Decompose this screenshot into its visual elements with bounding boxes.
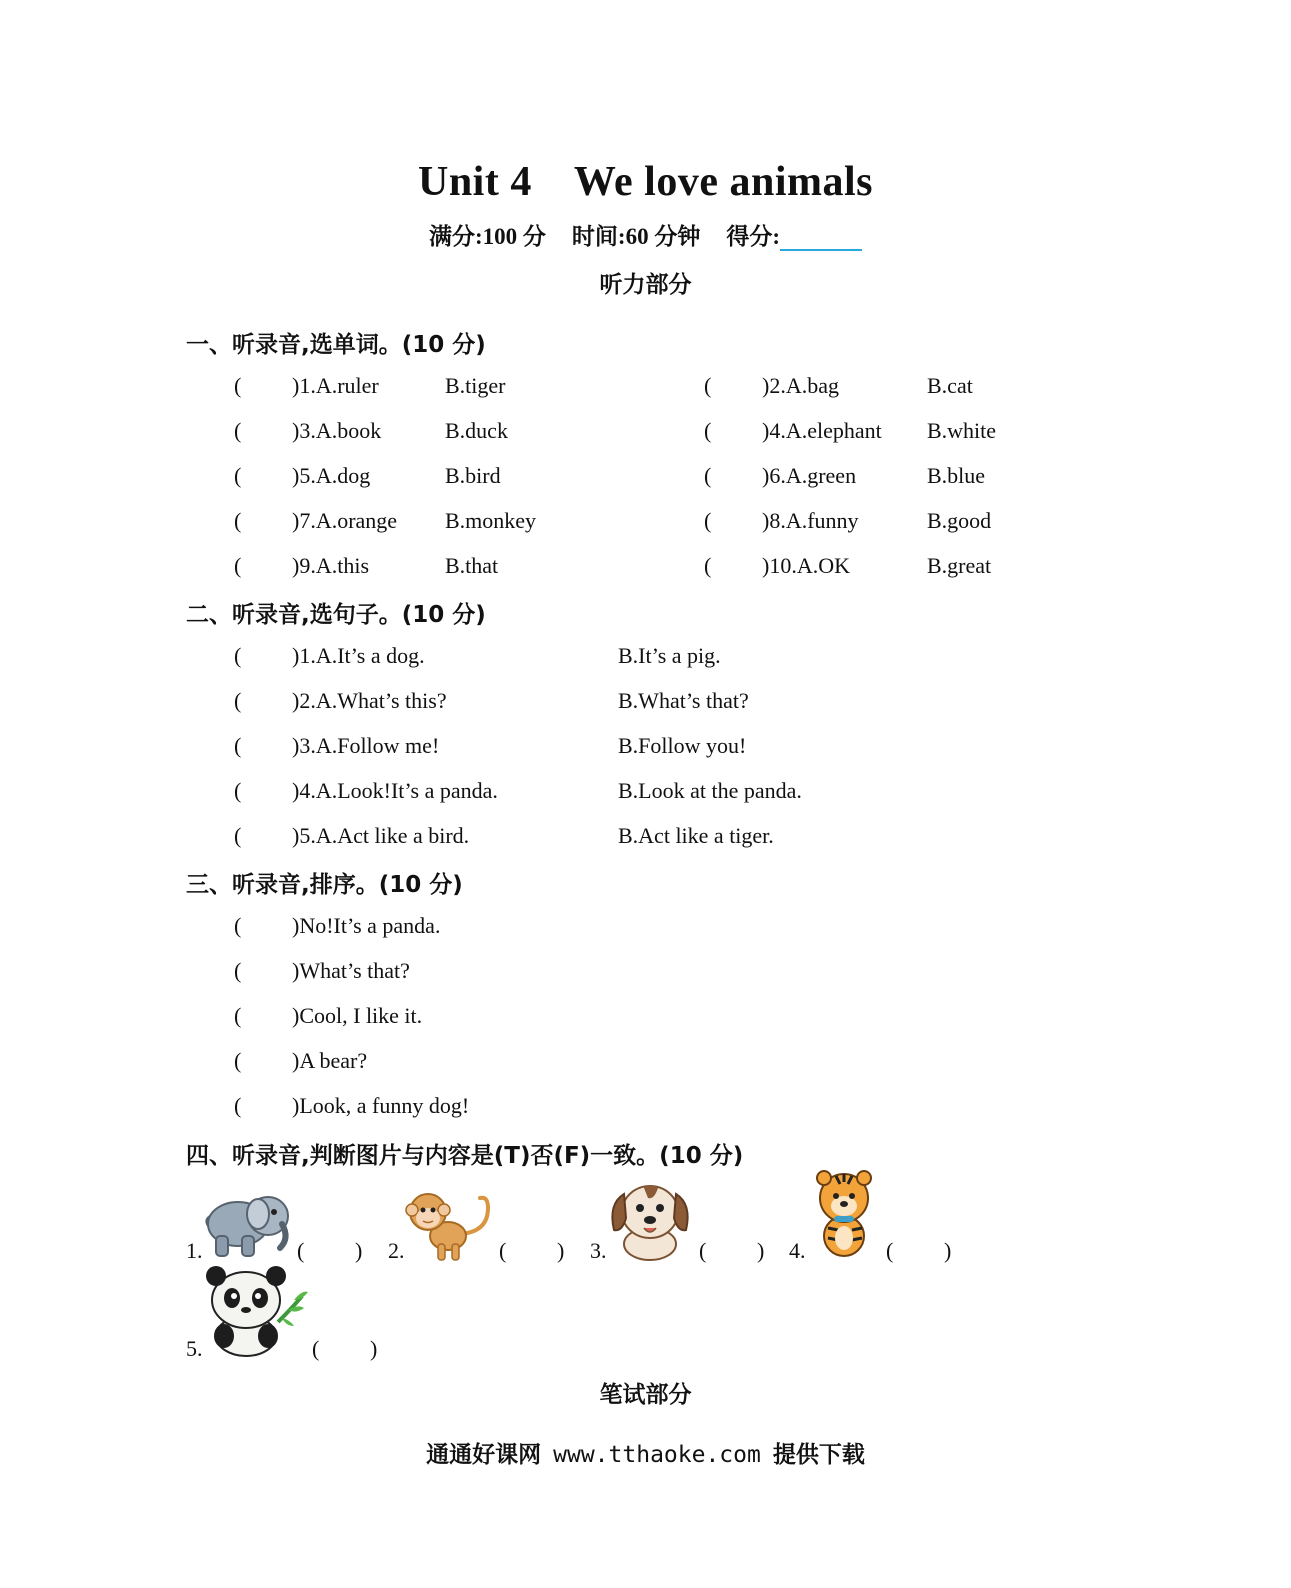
answer-paren[interactable]: ( bbox=[234, 823, 242, 848]
tiger-icon bbox=[806, 1170, 884, 1260]
section3-heading: 三、听录音,排序。(10 分) bbox=[186, 872, 463, 898]
option-a: )1.A.ruler bbox=[292, 373, 379, 398]
writing-heading: 笔试部分 bbox=[599, 1382, 692, 1408]
dialogue-line: )Look, a funny dog! bbox=[292, 1093, 470, 1118]
pic-paren-open-5[interactable]: ( bbox=[312, 1336, 320, 1361]
panda-icon bbox=[198, 1266, 310, 1358]
option-b: B.cat bbox=[927, 373, 973, 398]
sentence-option-b: B.Look at the panda. bbox=[618, 778, 802, 803]
dialogue-line: )A bear? bbox=[292, 1048, 368, 1073]
section2-heading: 二、听录音,选句子。(10 分) bbox=[186, 602, 486, 628]
sentence-option-b: B.Act like a tiger. bbox=[618, 823, 774, 848]
listening-heading: 听力部分 bbox=[599, 272, 692, 298]
pic-num-2: 2. bbox=[388, 1238, 405, 1263]
unit-name: We love animals bbox=[573, 159, 874, 205]
answer-paren[interactable]: ( bbox=[234, 418, 242, 443]
footer-site-name: 通通好课网 bbox=[426, 1442, 542, 1468]
answer-paren[interactable]: ( bbox=[234, 778, 242, 803]
pic-paren-open-2[interactable]: ( bbox=[499, 1238, 507, 1263]
option-b: B.that bbox=[445, 553, 499, 578]
pic-paren-close-2[interactable]: ) bbox=[557, 1238, 565, 1263]
sentence-option-a: )5.A.Act like a bird. bbox=[292, 823, 470, 848]
score-label: 得分: bbox=[726, 224, 780, 249]
sentence-option-b: B.What’s that? bbox=[618, 688, 749, 713]
elephant-icon bbox=[202, 1186, 294, 1260]
option-b: B.duck bbox=[445, 418, 508, 443]
answer-paren[interactable]: ( bbox=[234, 463, 242, 488]
option-a: )10.A.OK bbox=[762, 553, 850, 578]
dog-icon bbox=[604, 1174, 696, 1262]
dialogue-line: )What’s that? bbox=[292, 958, 410, 983]
pic-paren-close-1[interactable]: ) bbox=[355, 1238, 363, 1263]
exam-meta bbox=[0, 218, 1291, 251]
option-a: )8.A.funny bbox=[762, 508, 859, 533]
sentence-option-a: )3.A.Follow me! bbox=[292, 733, 440, 758]
section4-heading: 四、听录音,判断图片与内容是(T)否(F)一致。(10 分) bbox=[186, 1143, 744, 1169]
page-title bbox=[0, 158, 1291, 206]
answer-paren[interactable]: ( bbox=[234, 1093, 242, 1118]
option-b: B.monkey bbox=[445, 508, 537, 533]
option-a: )2.A.bag bbox=[762, 373, 839, 398]
pic-paren-open-1[interactable]: ( bbox=[297, 1238, 305, 1263]
dialogue-line: )No!It’s a panda. bbox=[292, 913, 441, 938]
pic-num-3: 3. bbox=[590, 1238, 607, 1263]
sentence-option-b: B.It’s a pig. bbox=[618, 643, 721, 668]
pic-paren-open-3[interactable]: ( bbox=[699, 1238, 707, 1263]
answer-paren[interactable]: ( bbox=[234, 688, 242, 713]
pic-paren-open-4[interactable]: ( bbox=[886, 1238, 894, 1263]
option-b: B.blue bbox=[927, 463, 986, 488]
monkey-icon bbox=[404, 1186, 496, 1262]
option-b: B.great bbox=[927, 553, 992, 578]
dialogue-line: )Cool, I like it. bbox=[292, 1003, 423, 1028]
pic-num-4: 4. bbox=[789, 1238, 806, 1263]
sentence-option-a: )2.A.What’s this? bbox=[292, 688, 447, 713]
option-a: )6.A.green bbox=[762, 463, 857, 488]
option-a: )7.A.orange bbox=[292, 508, 398, 533]
score-blank[interactable] bbox=[780, 225, 862, 251]
footer-url[interactable]: www.tthaoke.com bbox=[553, 1442, 761, 1468]
pic-paren-close-5[interactable]: ) bbox=[370, 1336, 378, 1361]
answer-paren[interactable]: ( bbox=[234, 643, 242, 668]
sentence-option-a: )4.A.Look!It’s a panda. bbox=[292, 778, 498, 803]
answer-paren[interactable]: ( bbox=[234, 733, 242, 758]
option-b: B.tiger bbox=[445, 373, 506, 398]
answer-paren[interactable]: ( bbox=[234, 958, 242, 983]
pic-paren-close-3[interactable]: ) bbox=[757, 1238, 765, 1263]
sentence-option-a: )1.A.It’s a dog. bbox=[292, 643, 425, 668]
answer-paren[interactable]: ( bbox=[234, 373, 242, 398]
answer-paren[interactable]: ( bbox=[234, 508, 242, 533]
option-b: B.bird bbox=[445, 463, 501, 488]
section1-heading: 一、听录音,选单词。(10 分) bbox=[186, 332, 486, 358]
sentence-option-b: B.Follow you! bbox=[618, 733, 747, 758]
option-a: )3.A.book bbox=[292, 418, 382, 443]
answer-paren[interactable]: ( bbox=[234, 553, 242, 578]
answer-paren[interactable]: ( bbox=[704, 373, 712, 398]
footer-suffix: 提供下载 bbox=[772, 1442, 865, 1468]
full-score: 满分:100 分 bbox=[428, 224, 546, 249]
option-a: )9.A.this bbox=[292, 553, 369, 578]
footer bbox=[0, 1436, 1291, 1469]
answer-paren[interactable]: ( bbox=[704, 508, 712, 533]
answer-paren[interactable]: ( bbox=[234, 1048, 242, 1073]
answer-paren[interactable]: ( bbox=[704, 418, 712, 443]
answer-paren[interactable]: ( bbox=[234, 1003, 242, 1028]
option-a: )5.A.dog bbox=[292, 463, 371, 488]
unit-label: Unit 4 bbox=[417, 159, 532, 205]
pic-num-5: 5. bbox=[186, 1336, 203, 1361]
option-b: B.white bbox=[927, 418, 997, 443]
pic-num-1: 1. bbox=[186, 1238, 203, 1263]
time-limit: 时间:60 分钟 bbox=[571, 224, 701, 249]
answer-paren[interactable]: ( bbox=[704, 553, 712, 578]
option-b: B.good bbox=[927, 508, 992, 533]
pic-paren-close-4[interactable]: ) bbox=[944, 1238, 952, 1263]
option-a: )4.A.elephant bbox=[762, 418, 882, 443]
answer-paren[interactable]: ( bbox=[704, 463, 712, 488]
answer-paren[interactable]: ( bbox=[234, 913, 242, 938]
